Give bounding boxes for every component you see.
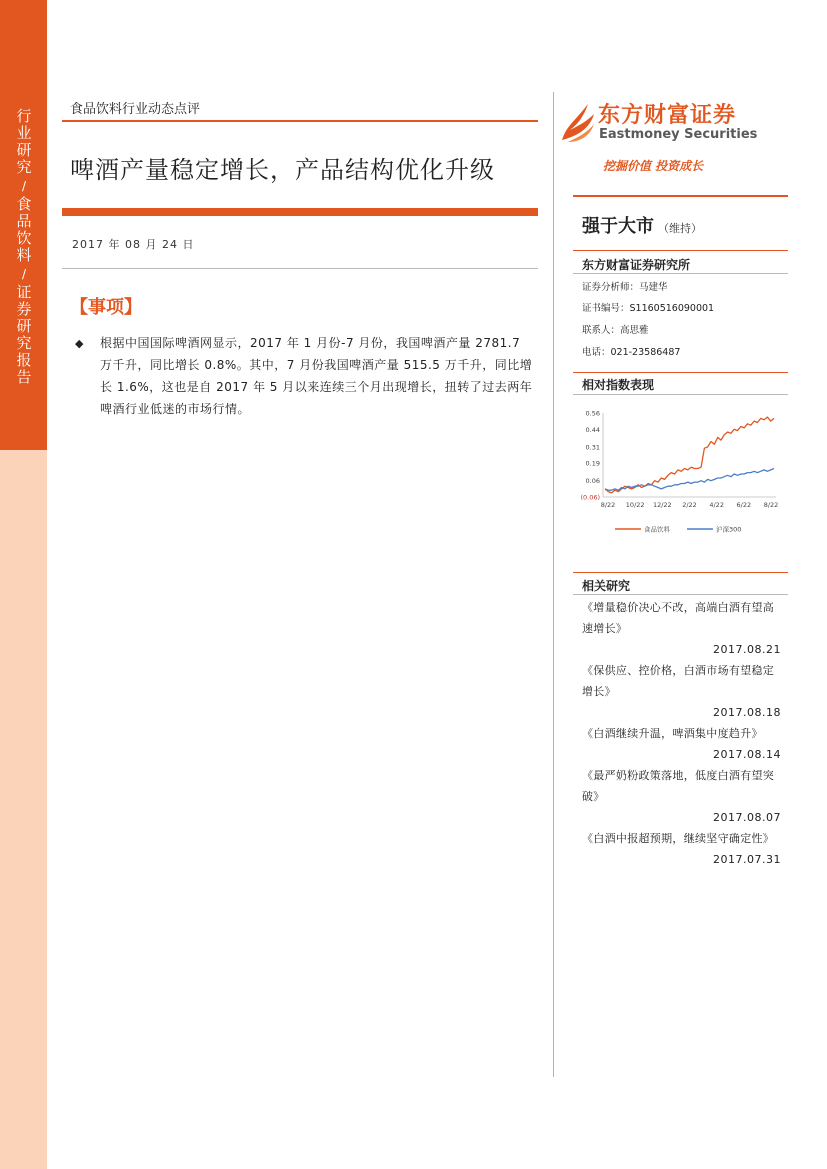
y-tick-label: 0.06 xyxy=(585,477,600,486)
side-separator: / xyxy=(21,179,27,193)
institute-name: 东方财富证券研究所 xyxy=(582,258,691,272)
cert-info: 证书编号：S1160516090001 xyxy=(582,303,715,314)
rating-main: 强于大市 xyxy=(582,216,654,237)
divider xyxy=(573,594,788,595)
divider xyxy=(573,273,788,274)
section-heading: 【事项】 xyxy=(70,297,142,318)
flame-logo-icon xyxy=(558,100,598,146)
side-label-sector: 食 品 饮 料 xyxy=(16,195,32,264)
divider xyxy=(573,250,788,251)
side-label-report-type: 证 券 研 究 报 告 xyxy=(16,283,32,386)
phone-info: 电话：021-23586487 xyxy=(582,347,681,358)
x-tick-label: 12/22 xyxy=(652,501,672,509)
list-item[interactable] xyxy=(582,765,783,828)
related-item-title: 《白酒中报超预期，继续坚守确定性》 xyxy=(582,832,775,845)
legend-label-0: 食品饮料 xyxy=(644,525,670,534)
brand-name-en: Eastmoney Securities xyxy=(599,127,758,142)
legend-label-1: 沪深300 xyxy=(716,525,742,534)
column-divider xyxy=(553,92,554,1077)
series-line-0 xyxy=(605,417,774,493)
list-item[interactable] xyxy=(582,723,783,765)
related-item-date: 2017.08.18 xyxy=(713,706,781,719)
side-category-label xyxy=(10,108,38,386)
brand-name-cn: 东方财富证券 xyxy=(598,103,737,128)
chart-section-title: 相对指数表现 xyxy=(582,378,655,392)
page-title: 啤酒产量稳定增长，产品结构优化升级 xyxy=(70,156,495,184)
related-item-date: 2017.08.07 xyxy=(713,811,781,824)
related-item-title: 《最严奶粉政策落地，低度白酒有望突破》 xyxy=(582,769,775,803)
related-item-title: 《保供应、控价格，白酒市场有望稳定增长》 xyxy=(582,664,775,698)
related-research-list xyxy=(582,597,783,870)
related-item-title: 《增量稳价决心不改，高端白酒有望高速增长》 xyxy=(582,601,775,635)
x-tick-label: 6/22 xyxy=(736,501,752,509)
rating-sub: （维持） xyxy=(658,222,702,235)
x-tick-label: 2/22 xyxy=(682,501,697,509)
divider xyxy=(573,572,788,573)
related-item-title: 《白酒继续升温，啤酒集中度趋升》 xyxy=(582,727,763,740)
related-item-date: 2017.08.14 xyxy=(713,748,781,761)
y-tick-label: 0.56 xyxy=(585,409,600,418)
diamond-bullet-icon: ◆ xyxy=(75,337,84,350)
related-item-date: 2017.08.21 xyxy=(713,643,781,656)
list-item[interactable] xyxy=(582,597,783,660)
divider xyxy=(573,195,788,197)
x-tick-label: 4/22 xyxy=(709,501,724,509)
list-item[interactable] xyxy=(582,660,783,723)
y-tick-label: 0.19 xyxy=(585,459,600,468)
analyst-info: 证券分析师：马建华 xyxy=(582,282,668,293)
rating-label xyxy=(582,212,702,238)
title-bar xyxy=(62,208,538,216)
brand-logo xyxy=(558,98,768,150)
side-label-industry: 行 业 研 究 xyxy=(16,107,32,176)
x-tick-label: 8/22 xyxy=(763,501,779,509)
side-separator: / xyxy=(21,267,27,281)
body-paragraph: 根据中国国际啤酒网显示，2017 年 1 月份-7 月份，我国啤酒产量 2781.7 万千升，同比增长 0.8%。其中，7 月份我国啤酒产量 515.5 万千升，同比增长 1.6%，这也是自 2017 年 5 月以来连续三个月出现增长，扭转了过去两年啤酒行业低迷的市场行情。 xyxy=(100,336,533,416)
side-band-lower xyxy=(0,450,47,1169)
divider xyxy=(62,120,538,122)
doc-type-label: 食品饮料行业动态点评 xyxy=(70,102,201,117)
report-date: 2017 年 08 月 24 日 xyxy=(72,238,195,251)
contact-info: 联系人：高思雅 xyxy=(582,325,649,336)
related-item-date: 2017.07.31 xyxy=(713,853,781,866)
y-tick-label: 0.44 xyxy=(585,425,600,434)
list-item[interactable] xyxy=(582,828,783,870)
x-tick-label: 10/22 xyxy=(625,501,645,509)
x-tick-label: 8/22 xyxy=(600,501,616,509)
y-tick-label: (0.06) xyxy=(580,493,600,502)
related-research-title: 相关研究 xyxy=(582,579,631,593)
relative-index-chart xyxy=(573,405,788,545)
brand-slogan: 挖掘价值 投资成长 xyxy=(603,159,704,173)
divider xyxy=(573,394,788,395)
series-line-1 xyxy=(605,469,774,491)
divider xyxy=(62,268,538,269)
y-tick-label: 0.31 xyxy=(585,443,600,452)
divider xyxy=(573,372,788,373)
